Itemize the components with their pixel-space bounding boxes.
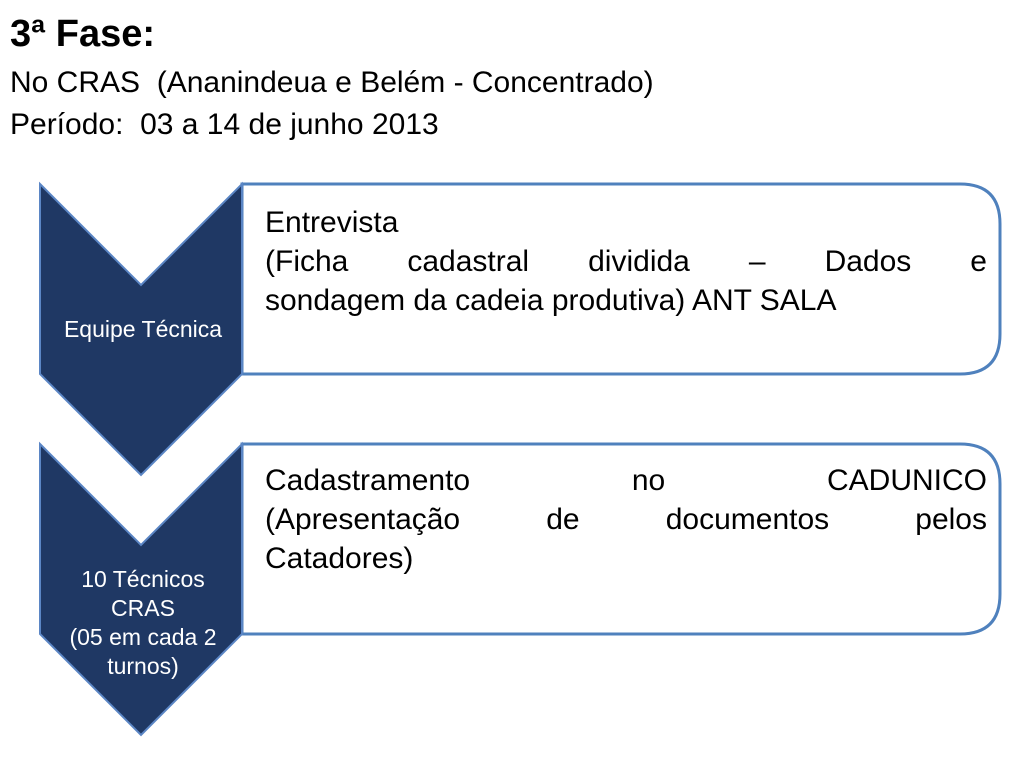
location-line: No CRAS (Ananindeua e Belém - Concentrado) <box>10 66 654 99</box>
step-2-text-line: Cadastramento no CADUNICO <box>265 464 987 497</box>
step-2-text-line: Catadores) <box>265 542 414 575</box>
step-2-label-line: 10 Técnicos <box>81 566 205 592</box>
page-title: 3ª Fase: <box>10 13 156 55</box>
step-2-label <box>40 565 246 705</box>
step-1-text-line: Entrevista <box>265 206 399 239</box>
step-1-text-line: (Ficha cadastral dividida – Dados e <box>265 245 987 278</box>
step-2-text <box>265 461 987 578</box>
period-line: Período: 03 a 14 de junho 2013 <box>10 108 439 141</box>
step-1-label: Equipe Técnica <box>63 316 223 342</box>
step-2-label-line: (05 em cada 2 <box>69 624 217 650</box>
step-1-text-line: sondagem da cadeia produtiva) ANT SALA <box>265 284 837 317</box>
step-1-text <box>265 203 987 320</box>
step-2-text-line: (Apresentação de documentos pelos <box>265 503 987 536</box>
step-2-label-line: turnos) <box>107 653 179 679</box>
step-2-label-line: CRAS <box>111 595 175 621</box>
